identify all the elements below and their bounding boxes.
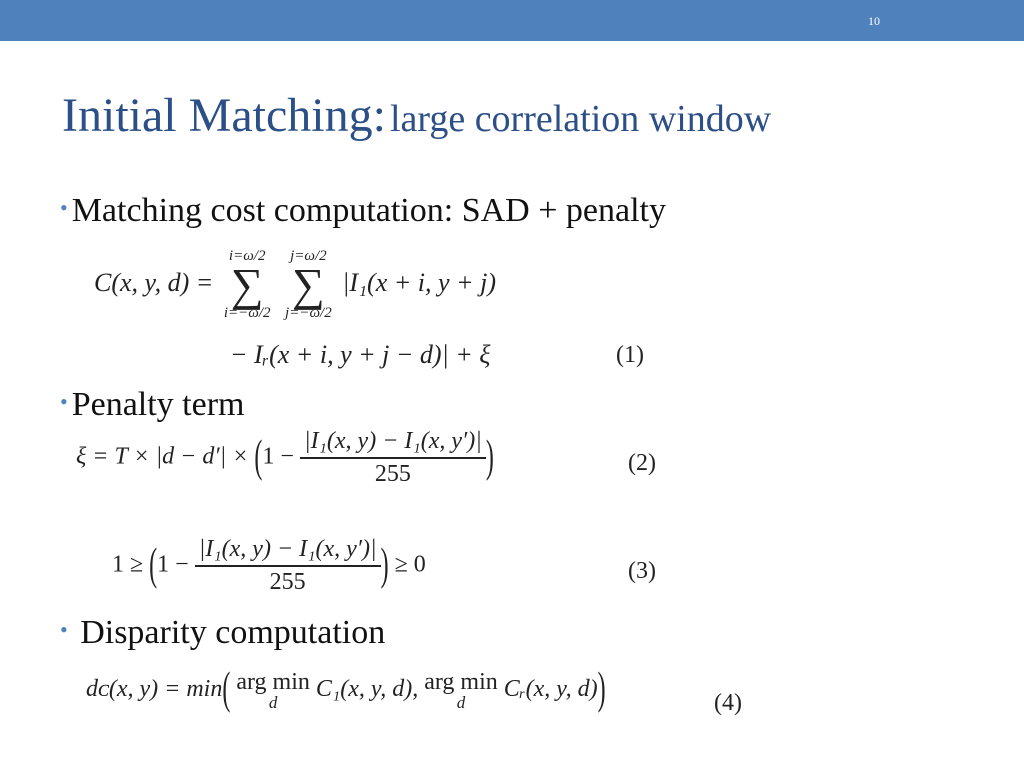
eq4-argmin-2 [424,670,498,711]
eq2-denominator: 255 [374,461,411,487]
bullet-dot-icon: • [60,195,68,220]
bullet-text: Matching cost computation: SAD + penalty [71,192,666,229]
eq4-term-2: Cᵣ(x, y, d) [503,676,598,703]
eq2-fraction [300,428,486,488]
eq4-argmin-2-label: arg min [424,669,498,695]
equation-1-line-2: − Iᵣ(x + i, y + j − d)| + ξ [230,340,491,369]
eq2-lhs: ξ = T × |d − d′| × [76,443,255,470]
eq1-lhs: C(x, y, d) = [94,267,214,297]
eq1-sum2-lower: j=−ω/2 [285,305,332,321]
bullet-matching-cost [60,192,666,230]
title-main: Initial Matching: [62,89,386,142]
equation-4: dᴄ(x, y) = min( arg min d C₁(x, y, d), arg min d Cᵣ(x, y, d)) [86,664,606,715]
bullet-text: Disparity computation [80,614,386,651]
slide-number: 10 [868,14,880,28]
top-banner [0,0,1024,41]
eq3-denominator: 255 [269,569,306,595]
equation-4-number: (4) [714,690,742,716]
eq1-sum1-upper: i=ω/2 [228,248,266,264]
eq1-line1-term: |I₁(x + i, y + j) [342,267,496,297]
eq4-argmin-1-sub: d [268,693,278,712]
eq3-fraction [195,536,381,596]
equation-3: 1 ≥ (1 − $\frac{\text{|I₁(x, y) − I₁(x, y′)|}}{255}$ ) ≥ 0 [112,536,426,595]
summation-icon: j=ω/2 ∑ j=−ω/2 [285,248,332,321]
eq4-argmin-2-sub: d [456,693,466,712]
equation-2: ξ = T × |d − d′| × (1 − $\frac{\text{|I₁(x, y) − I₁(x, y′)|}}{255}$ ) [76,428,494,487]
equation-2-number: (2) [628,450,656,476]
eq3-one-minus: 1 − [157,551,189,578]
eq4-lhs: dᴄ(x, y) = min [86,676,223,703]
bullet-dot-icon: • [60,389,68,414]
summation-icon: i=ω/2 ∑ i=−ω/2 [223,248,271,321]
eq3-rhs: ≥ 0 [394,551,426,578]
bullet-disparity [60,614,385,652]
eq4-argmin-1-label: arg min [236,669,310,695]
eq4-argmin-1 [236,670,310,711]
equation-3-number: (3) [628,558,656,584]
equation-1-line-1 [94,248,496,322]
bullet-dot-icon: • [60,617,68,642]
eq2-one-minus: 1 − [262,443,294,470]
slide-title [62,88,771,143]
bullet-penalty-term [60,386,245,424]
eq3-lhs: 1 ≥ [112,551,144,578]
eq1-sum2-upper: j=ω/2 [290,248,327,264]
eq4-term-1: C₁(x, y, d), [315,676,419,703]
title-subtitle: large correlation window [389,98,772,140]
eq3-numerator: |I₁(x, y) − I₁(x, y′)| [195,536,381,567]
eq1-sum1-lower: i=−ω/2 [223,305,271,321]
equation-1-number: (1) [616,342,644,368]
eq2-numerator: |I₁(x, y) − I₁(x, y′)| [300,428,486,459]
bullet-text: Penalty term [71,386,245,423]
